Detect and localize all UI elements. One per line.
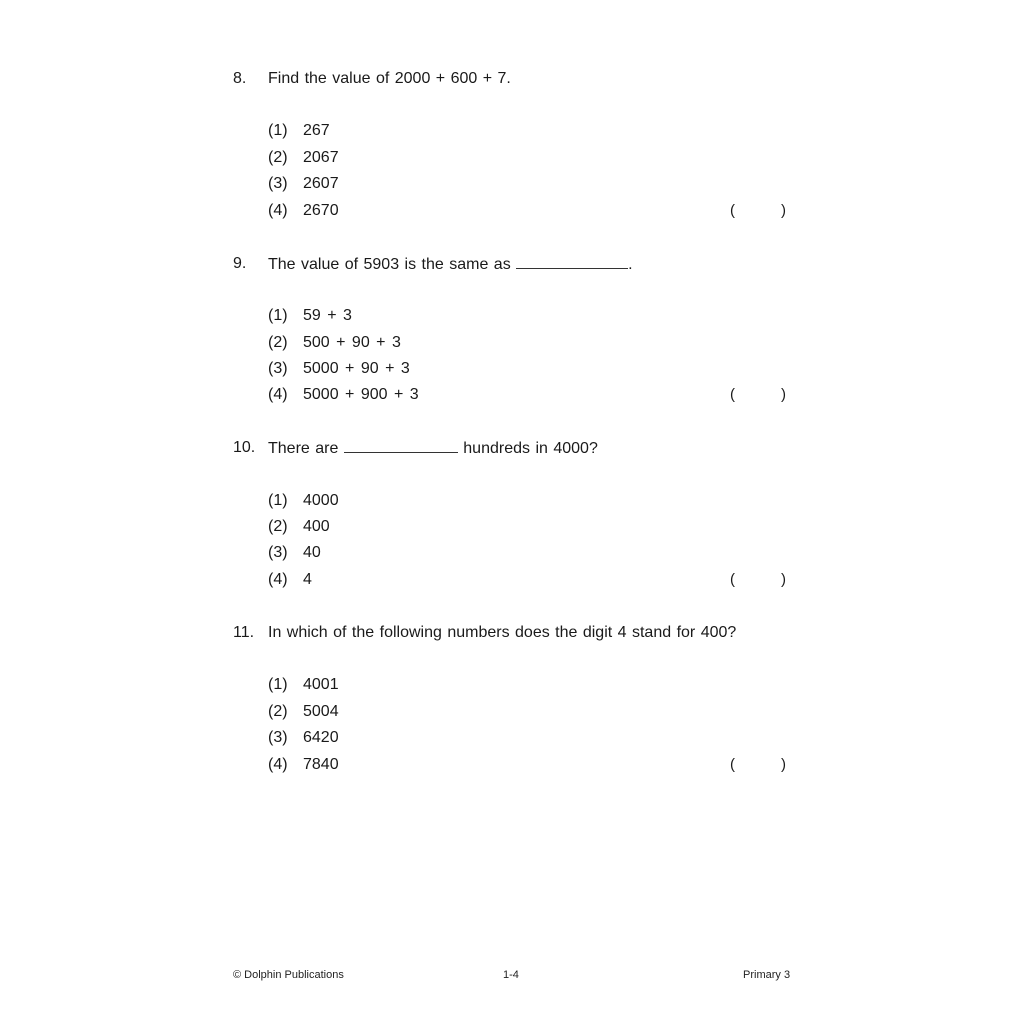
option-text: 500 + 90 + 3	[303, 334, 401, 351]
option-text: 4000	[303, 492, 339, 509]
option-text: 5000 + 90 + 3	[303, 360, 410, 377]
question-text-after: .	[628, 256, 633, 273]
footer-publisher: © Dolphin Publications	[233, 969, 344, 981]
option-label: (1)	[268, 676, 288, 693]
answer-blank[interactable]	[344, 438, 458, 453]
question-text-before: There are	[268, 440, 339, 457]
answer-bracket-open[interactable]: (	[730, 386, 735, 403]
answer-blank[interactable]	[516, 254, 628, 269]
answer-bracket-close[interactable]: )	[781, 386, 786, 403]
option-text: 2607	[303, 175, 339, 192]
option-text: 6420	[303, 729, 339, 746]
question-text	[268, 254, 633, 275]
option-label: (3)	[268, 360, 288, 377]
question-number: 10.	[233, 439, 256, 456]
option-label: (2)	[268, 703, 288, 720]
answer-bracket-open[interactable]: (	[730, 571, 735, 588]
option-label: (2)	[268, 518, 288, 535]
question-text: In which of the following numbers does the digit 4 stand for 400?	[268, 624, 737, 641]
footer-level: Primary 3	[743, 969, 791, 981]
option-label: (1)	[268, 492, 288, 509]
option-text: 267	[303, 122, 330, 139]
question-text: Find the value of 2000 + 600 + 7.	[268, 70, 511, 87]
question-number: 11.	[233, 624, 255, 641]
option-text: 5004	[303, 703, 339, 720]
question-text-after: hundreds in 4000?	[463, 440, 598, 457]
answer-bracket-close[interactable]: )	[781, 571, 786, 588]
option-label: (4)	[268, 571, 288, 588]
answer-bracket-open[interactable]: (	[730, 756, 735, 773]
option-label: (2)	[268, 334, 288, 351]
option-text: 5000 + 900 + 3	[303, 386, 419, 403]
option-label: (4)	[268, 756, 288, 773]
option-text: 400	[303, 518, 330, 535]
option-label: (2)	[268, 149, 288, 166]
option-label: (3)	[268, 544, 288, 561]
answer-bracket-close[interactable]: )	[781, 756, 786, 773]
option-text: 7840	[303, 756, 339, 773]
question-text	[268, 438, 598, 459]
answer-bracket-open[interactable]: (	[730, 202, 735, 219]
question-text-before: The value of 5903 is the same as	[268, 256, 511, 273]
option-label: (1)	[268, 307, 288, 324]
question-number: 9.	[233, 255, 247, 272]
answer-bracket-close[interactable]: )	[781, 202, 786, 219]
option-label: (3)	[268, 729, 288, 746]
option-text: 2067	[303, 149, 339, 166]
option-label: (3)	[268, 175, 288, 192]
option-text: 4001	[303, 676, 339, 693]
option-label: (1)	[268, 122, 288, 139]
option-text: 59 + 3	[303, 307, 352, 324]
option-text: 40	[303, 544, 321, 561]
option-label: (4)	[268, 202, 288, 219]
question-number: 8.	[233, 70, 247, 87]
option-text: 2670	[303, 202, 339, 219]
option-label: (4)	[268, 386, 288, 403]
option-text: 4	[303, 571, 312, 588]
footer-page-number: 1-4	[503, 969, 519, 981]
